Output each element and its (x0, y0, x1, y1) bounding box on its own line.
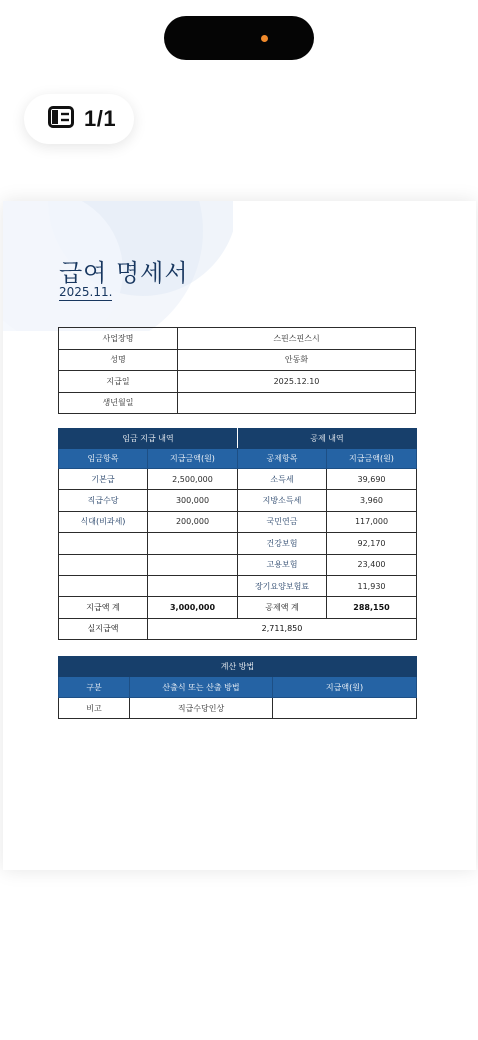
earning-item (59, 533, 148, 554)
deduction-amount: 39,690 (327, 469, 417, 490)
earning-amount: 300,000 (148, 490, 238, 511)
info-value: 안동화 (178, 349, 416, 371)
deduction-amount: 92,170 (327, 533, 417, 554)
earnings-total-label: 지급액 계 (59, 597, 148, 618)
net-pay-label: 실지급액 (59, 618, 148, 639)
column-header: 산출식 또는 산출 방법 (130, 677, 273, 698)
info-value: 스핀스핀스시 (178, 328, 416, 350)
deductions-header: 공제 내역 (238, 429, 417, 449)
table-row (59, 371, 416, 393)
employee-info-table (58, 327, 416, 414)
earnings-header: 임금 지급 내역 (59, 429, 238, 449)
earning-amount (148, 533, 238, 554)
calculation-column-header (59, 677, 417, 698)
deduction-item: 고용보험 (238, 554, 327, 575)
earning-item: 식대(비과세) (59, 511, 148, 532)
earning-amount (148, 575, 238, 596)
info-label: 성명 (59, 349, 178, 371)
payroll-section-header (59, 429, 417, 449)
table-row (59, 469, 417, 490)
deduction-item: 지방소득세 (238, 490, 327, 511)
deductions-total-label: 공제액 계 (238, 597, 327, 618)
table-row (59, 490, 417, 511)
earning-item: 기본급 (59, 469, 148, 490)
deduction-item: 장기요양보험료 (238, 575, 327, 596)
calculation-header: 계산 방법 (59, 657, 417, 677)
net-pay-row (59, 618, 417, 639)
earnings-total-value: 3,000,000 (148, 597, 238, 618)
net-pay-value: 2,711,850 (148, 618, 417, 639)
page-indicator[interactable] (24, 94, 134, 144)
deduction-item: 소득세 (238, 469, 327, 490)
table-row (59, 349, 416, 371)
table-row (59, 328, 416, 350)
info-label: 사업장명 (59, 328, 178, 350)
column-header: 임금항목 (59, 449, 148, 469)
deduction-item: 국민연금 (238, 511, 327, 532)
recording-indicator-dot (261, 35, 268, 42)
payroll-table (58, 428, 417, 640)
column-header: 구분 (59, 677, 130, 698)
table-row (59, 554, 417, 575)
earning-item: 직급수당 (59, 490, 148, 511)
pay-period: 2025.11. (59, 285, 113, 299)
column-header: 지급금액(원) (327, 449, 417, 469)
calculation-header-row (59, 657, 417, 677)
column-header: 지급금액(원) (148, 449, 238, 469)
calculation-amount (273, 698, 417, 719)
column-header: 공제항목 (238, 449, 327, 469)
deduction-amount: 3,960 (327, 490, 417, 511)
calculation-method: 직급수당인상 (130, 698, 273, 719)
earning-amount: 2,500,000 (148, 469, 238, 490)
table-row (59, 698, 417, 719)
payroll-column-header (59, 449, 417, 469)
info-label: 생년월일 (59, 392, 178, 414)
info-label: 지급일 (59, 371, 178, 393)
calculation-method-table (58, 656, 417, 719)
deduction-amount: 23,400 (327, 554, 417, 575)
column-header: 지급액(원) (273, 677, 417, 698)
document-title: 급여 명세서 (59, 259, 189, 287)
deduction-amount: 117,000 (327, 511, 417, 532)
table-row (59, 533, 417, 554)
deduction-item: 건강보험 (238, 533, 327, 554)
totals-row (59, 597, 417, 618)
earning-amount (148, 554, 238, 575)
document-pages-icon (48, 106, 74, 132)
earning-item (59, 554, 148, 575)
deduction-amount: 11,930 (327, 575, 417, 596)
table-row (59, 575, 417, 596)
calculation-category: 비고 (59, 698, 130, 719)
page-indicator-text: 1/1 (84, 106, 117, 131)
earning-amount: 200,000 (148, 511, 238, 532)
info-value (178, 392, 416, 414)
earning-item (59, 575, 148, 596)
info-value: 2025.12.10 (178, 371, 416, 393)
table-row (59, 392, 416, 414)
payslip-document[interactable] (3, 201, 476, 870)
deductions-total-value: 288,150 (327, 597, 417, 618)
table-row (59, 511, 417, 532)
dynamic-island (164, 16, 314, 60)
